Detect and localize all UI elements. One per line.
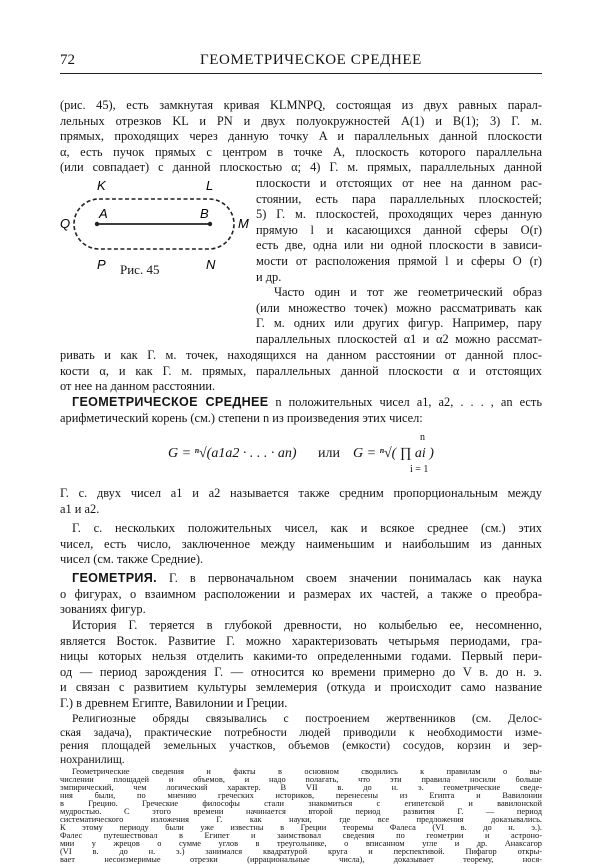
text-line: (или множество точек) можно рассматривать как <box>256 300 542 315</box>
text-line: α, есть пучок прямых с центром в точке A, плоскость которого параллельна <box>60 144 542 159</box>
text-line: параллельных плоскостей α1 и α2 можно рассмат- <box>256 331 542 346</box>
label-k: K <box>97 178 106 193</box>
text-line: о фигурах, о взаимном расположении и размерах их частей, а также о преобра- <box>60 586 542 601</box>
text-line: нохранилищ. <box>60 752 125 766</box>
text-line: числении площадей и объемов, и надо полагать, что эти правила носили больше <box>60 776 542 784</box>
product-upper-limit: n <box>420 432 425 443</box>
text-line: ская задача), практические потребности людей приводили к необходимости изме- <box>60 725 542 739</box>
text-line: плоскости и отстоящих от нее на данном рас- <box>256 176 542 190</box>
continuation-paragraph <box>60 348 542 395</box>
text-line: прямых, проходящих через данную точку A и параллельных данной плоскости <box>60 129 542 144</box>
formula-right: G = ⁿ√( ∏ ai ) <box>353 446 434 461</box>
text-line: арифметический корень (см.) степени n из произведения этих чисел: <box>60 410 423 425</box>
entry-text: n положительных чисел a1, a2, . . . , an есть <box>268 395 542 409</box>
point-b <box>208 222 212 226</box>
text-line: (VI в. до н. э.) занимался квадратурой круга и перспективой. Пифагор откры- <box>60 848 542 856</box>
text-line: История Г. теряется в глубокой древности, но колыбелью ее, несомненно, <box>72 618 542 632</box>
geometry-para3 <box>60 712 542 766</box>
label-n: N <box>206 257 216 272</box>
text-line: мости от расположения прямой l и сферы O (r) <box>256 253 542 268</box>
geometric-mean-entry <box>60 395 542 426</box>
figure-caption: Рис. 45 <box>120 262 160 277</box>
entry-text: Г. в первоначальном своем значении понималась как наука <box>156 571 542 585</box>
text-line: Г.) в древнем Египте, Вавилонии и Греции. <box>60 695 288 710</box>
geometric-mean-para3 <box>60 521 542 568</box>
text-line: чисел (см. также Средние). <box>60 552 204 567</box>
text-line: од — период зарождения Г. — относится ко времени примерно до V в. до н. э. <box>60 664 542 679</box>
geometry-para4 <box>60 768 542 864</box>
right-column-text <box>256 176 542 348</box>
text-line: в Грецию. Греческие философы стали знакомиться с египетской и вавилонской <box>60 800 542 808</box>
text-line: кости α, и как Г. м. прямых, параллельных данной плоскости α и отстоящих <box>60 363 542 378</box>
entry-first-line <box>60 571 542 587</box>
text-line: Религиозные обряды связывались с построением жертвенников (см. Делос- <box>72 712 542 725</box>
text-line: эмпирический, чем логический характер. В VII в. до н. э. геометрические сведе- <box>60 784 542 792</box>
text-line: вает несоизмеримые отрезки (иррациональные числа), доказывает теорему, нося- <box>60 856 542 864</box>
text-line: от нее на данном расстоянии. <box>60 379 216 394</box>
text-line: лельных отрезков KL и PN и двух полуокружностей A(1) и B(1); 3) Г. м. <box>60 113 542 128</box>
geometric-mean-para2 <box>60 486 542 517</box>
text-line: a1 и a2. <box>60 501 100 516</box>
label-l: L <box>206 178 214 193</box>
geometry-entry <box>60 571 542 618</box>
formula-left: G = ⁿ√(a1a2 · . . . · an) <box>168 446 297 461</box>
text-line: ния были, по мнению греческих историков, перенесены из Египта и Вавилонии <box>60 792 542 800</box>
text-line: ницы которых нельзя отделить какими-то определенными годами. Первый пери- <box>60 649 542 664</box>
text-line: зованиях фигур. <box>60 602 146 617</box>
running-title: ГЕОМЕТРИЧЕСКОЕ СРЕДНЕЕ <box>200 52 422 68</box>
text-line: чисел, есть число, заключенное между наименьшим и наибольшим из данных <box>60 536 542 551</box>
point-a <box>95 222 99 226</box>
label-p: P <box>97 257 106 272</box>
text-line: 5) Г. м. плоскостей, проходящих через данную <box>256 207 542 222</box>
text-line: Геометрические сведения и факты в основном сводились к правилам о вы- <box>72 768 542 776</box>
text-line: (или совпадает) с данной плоскостью α; 4) Г. м. прямых, параллельных данной <box>60 160 542 175</box>
text-line: Г. м. одних или других фигур. Например, пару <box>256 316 542 331</box>
header-rule <box>60 73 542 74</box>
entry-term: ГЕОМЕТРИЯ. <box>72 571 157 585</box>
page-header <box>60 50 542 72</box>
text-line: есть две, одна или ни одной плоскости в зависи- <box>256 238 542 253</box>
geometry-para2 <box>60 618 542 712</box>
text-line: систематического изложения Г. как науки, где все предложения доказывались. <box>60 816 542 824</box>
text-line: Г. с. нескольких положительных чисел, как и всякое среднее (см.) этих <box>72 521 542 535</box>
page-number: 72 <box>60 52 75 68</box>
text-line: мудростью. С этого времени начинается второй период развития Г. — период <box>60 808 542 816</box>
text-line: Часто один и тот же геометрический образ <box>274 285 542 300</box>
label-q: Q <box>60 216 71 231</box>
product-lower-limit: i = 1 <box>410 464 429 475</box>
label-m: M <box>238 216 249 231</box>
text-line: является Восток. Развитие Г. можно характеризовать четырьмя периодами, гра- <box>60 633 542 648</box>
text-line: К этому периоду были уже известны в Греции теоремы Фалеса (VI в. до н. э.). <box>60 824 542 832</box>
text-line: стоянии, есть пара параллельных плоскостей; <box>256 191 542 206</box>
text-line: Фалес путешествовал в Египет и заимствовал сведения по геометрии и астроно- <box>60 832 542 840</box>
text-line: рения площадей земельных участков, объемов (емкости) сосудов, корзин и зер- <box>60 739 542 752</box>
label-a: A <box>99 206 108 221</box>
label-b: B <box>200 206 209 221</box>
text-line: и др. <box>256 269 282 284</box>
formula-or: или <box>318 446 340 461</box>
text-line: и связан с развитием культуры землемерия (откуда и происходит само название <box>60 680 542 695</box>
text-line: мии у жрецов о сумме углов в треугольнике, о вписанном угле и др. Анаксагор <box>60 840 542 848</box>
intro-paragraph <box>60 98 542 176</box>
text-line: прямую l и касающихся данной сферы O(r) <box>256 222 542 237</box>
formula-block <box>168 432 468 476</box>
text-line: Г. с. двух чисел a1 и a2 называется также средним пропорциональным между <box>60 486 542 500</box>
entry-term: ГЕОМЕТРИЧЕСКОЕ СРЕДНЕЕ <box>72 395 269 409</box>
entry-first-line <box>60 395 542 411</box>
text-line: (рис. 45), есть замкнутая кривая KLMNPQ, состоящая из двух равных парал- <box>60 98 542 112</box>
text-line: ривать и как Г. м. точек, находящихся на данном расстоянии от данной плос- <box>60 348 542 362</box>
